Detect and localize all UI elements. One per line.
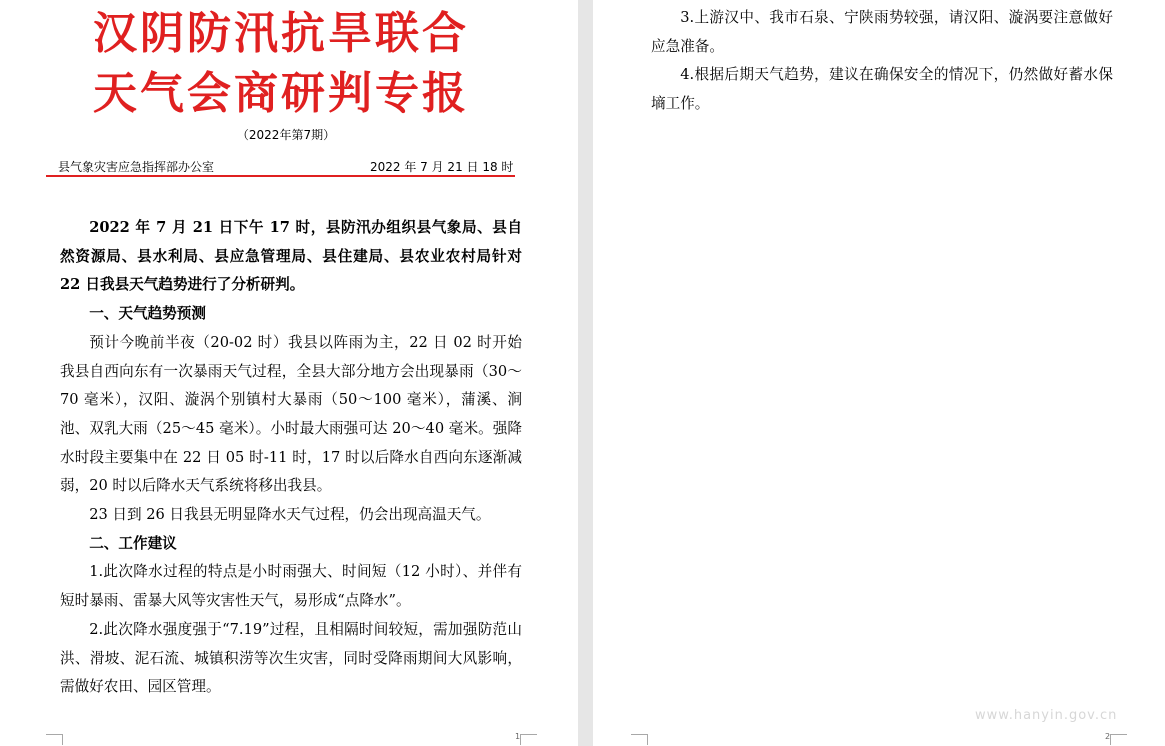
header-divider: [46, 175, 515, 177]
site-watermark: www.hanyin.gov.cn: [975, 708, 1118, 723]
page2-body: [651, 4, 1113, 119]
section-heading-suggestions: 二、工作建议: [89, 534, 177, 552]
suggestion-paragraph: 3.上游汉中、我市石泉、宁陕雨势较强，请汉阳、漩涡要注意做好应急准备。: [651, 9, 1113, 55]
suggestion-paragraph: 2.此次降水强度强于“7.19”过程，且相隔时间较短，需加强防范山洪、滑坡、泥石流、城镇积涝等次生灾害，同时受降雨期间大风影响，需做好农田、园区管理。: [60, 620, 522, 696]
page-corner-mark: [46, 734, 63, 745]
page-corner-mark: [631, 734, 648, 745]
issue-date: 2022 年 7 月 21 日 18 时: [370, 160, 514, 174]
report-title-line-1: 汉阴防汛抗旱联合: [93, 8, 469, 59]
section-heading-forecast: 一、天气趋势预测: [89, 305, 206, 323]
forecast-paragraph: 23 日到 26 日我县无明显降水天气过程，仍会出现高温天气。: [89, 506, 491, 524]
intro-paragraph: 2022 年 7 月 21 日下午 17 时，县防汛办组织县气象局、县自然资源局、县水利局、县应急管理局、县住建局、县农业农村局针对 22 日我县天气趋势进行了分析研判。: [60, 219, 522, 294]
issuing-office: 县气象灾害应急指挥部办公室: [58, 160, 215, 174]
page-number: 1: [515, 732, 521, 741]
page-corner-mark: [520, 734, 537, 745]
page1-body: [60, 214, 522, 702]
suggestion-paragraph: 1.此次降水过程的特点是小时雨强大、时间短（12 小时）、并伴有短时暴雨、雷暴大风等灾害性天气，易形成“点降水”。: [60, 563, 522, 610]
report-title-line-2: 天气会商研判专报: [93, 68, 469, 119]
issue-number: （2022年第7期）: [236, 128, 336, 142]
page-number: 2: [1105, 732, 1111, 741]
page-corner-mark: [1110, 734, 1127, 745]
forecast-paragraph: 预计今晚前半夜（20-02 时）我县以阵雨为主，22 日 02 时开始我县自西向东有一次暴雨天气过程，全县大部分地方会出现暴雨（30～70 毫米），汉阳、漩涡个别镇村大暴雨（50～100 毫米），蒲溪、涧池、双乳大雨（25～45 毫米）。小时最大雨强可达 20～40 毫米。强降水时段主要集中在 22 日 05 时-11 时，17 时以后降水自西向东逐渐减弱，20 时以后降水天气系统将移出我县。: [60, 333, 522, 495]
suggestion-paragraph: 4.根据后期天气趋势，建议在确保安全的情况下，仍然做好蓄水保墒工作。: [651, 66, 1113, 113]
